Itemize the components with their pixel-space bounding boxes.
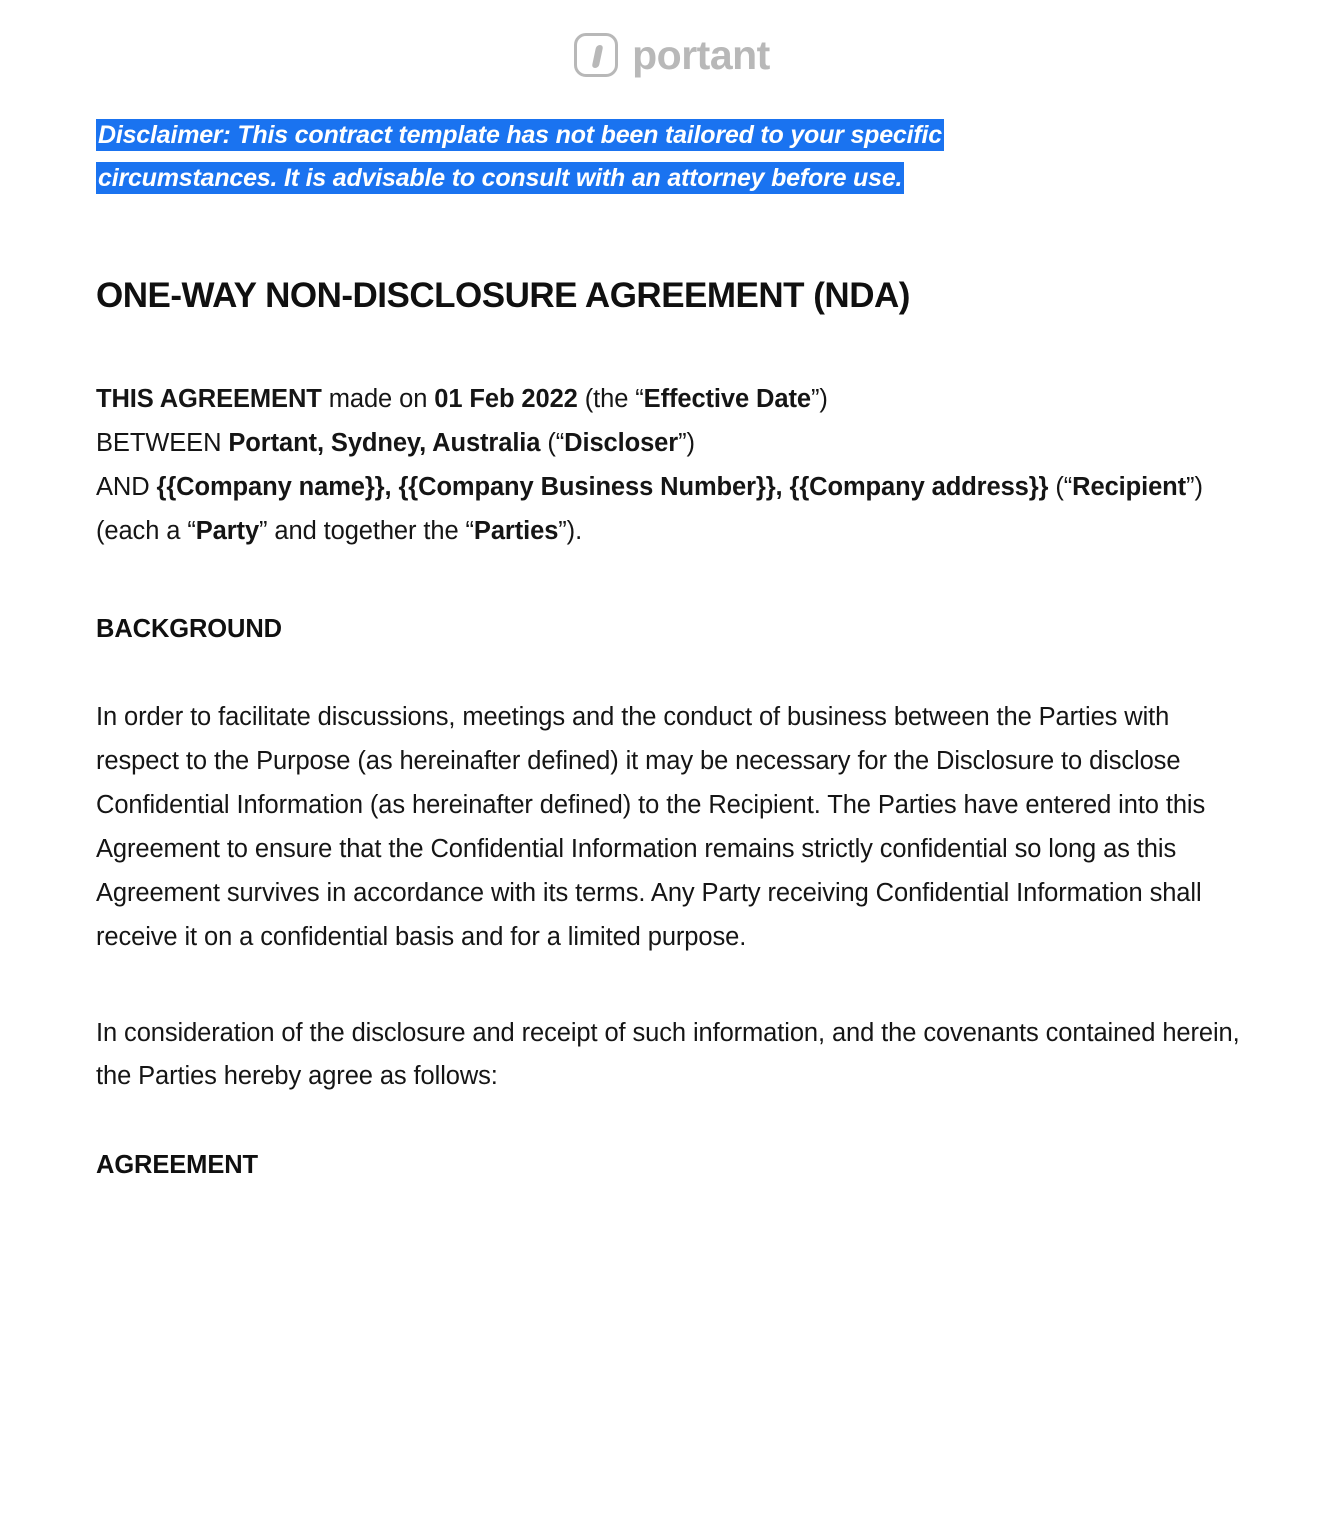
page-title: ONE-WAY NON-DISCLOSURE AGREEMENT (NDA) — [96, 276, 910, 315]
between-label: BETWEEN — [96, 428, 229, 457]
each-party-prefix: (each a “ — [96, 516, 196, 545]
section-heading-agreement: AGREEMENT — [96, 1151, 259, 1180]
background-paragraph-1: In order to facilitate discussions, meetings and the conduct of business between the Parties with respect to the Purpose (as hereinafter defined) it may be necessary for the Disclosure to disclose Confidential Information (as hereinafter defined) to the Recipient. The Parties have entered into this Agreement to ensure that the Confidential Information remains strictly confidential so long as this Agreement survives in accordance with its terms. Any Party receiving Confidential Information shall receive it on a confidential basis and for a limited purpose. — [96, 703, 1206, 951]
each-party-close: ”). — [558, 516, 583, 545]
disclaimer-banner — [96, 114, 1248, 200]
discloser-name: Portant, Sydney, Australia — [228, 428, 541, 457]
discloser-term: Discloser — [564, 428, 679, 457]
effective-date-value: 01 Feb 2022 — [434, 385, 578, 413]
recipient-term: Recipient — [1072, 472, 1187, 501]
recipient-prefix: (“ — [1048, 472, 1073, 501]
effective-date-term: Effective Date — [643, 385, 811, 413]
party-term: Party — [195, 516, 260, 545]
section-heading-background: BACKGROUND — [96, 615, 282, 644]
agreement-label: THIS AGREEMENT — [96, 385, 322, 413]
recipient-merge-fields: {{Company name}}, {{Company Business Number}}, {{Company address}} — [156, 472, 1049, 501]
background-paragraph-2: In consideration of the disclosure and receipt of such information, and the covenants contained herein, the Parties hereby agree as follows: — [96, 1018, 1240, 1091]
brand-header — [0, 0, 1344, 78]
each-party-mid: ” and together the “ — [259, 516, 474, 545]
effective-date-prefix: (the “ — [577, 385, 644, 413]
made-on-text: made on — [321, 385, 435, 413]
brand-name: portant — [632, 31, 770, 78]
discloser-close: ”) — [678, 428, 695, 457]
parties-block — [96, 378, 1248, 553]
effective-date-close: ”) — [810, 385, 828, 413]
parties-term: Parties — [473, 516, 559, 545]
document-body — [96, 276, 1248, 1180]
and-label: AND — [96, 472, 157, 501]
discloser-prefix: (“ — [540, 428, 565, 457]
portant-logo-icon — [574, 33, 618, 77]
disclaimer-line-2: circumstances. It is advisable to consult with an attorney before use. — [98, 164, 903, 192]
disclaimer-line-1: Disclaimer: This contract template has not been tailored to your specific — [98, 121, 942, 149]
recipient-close: ”) — [1186, 472, 1203, 501]
